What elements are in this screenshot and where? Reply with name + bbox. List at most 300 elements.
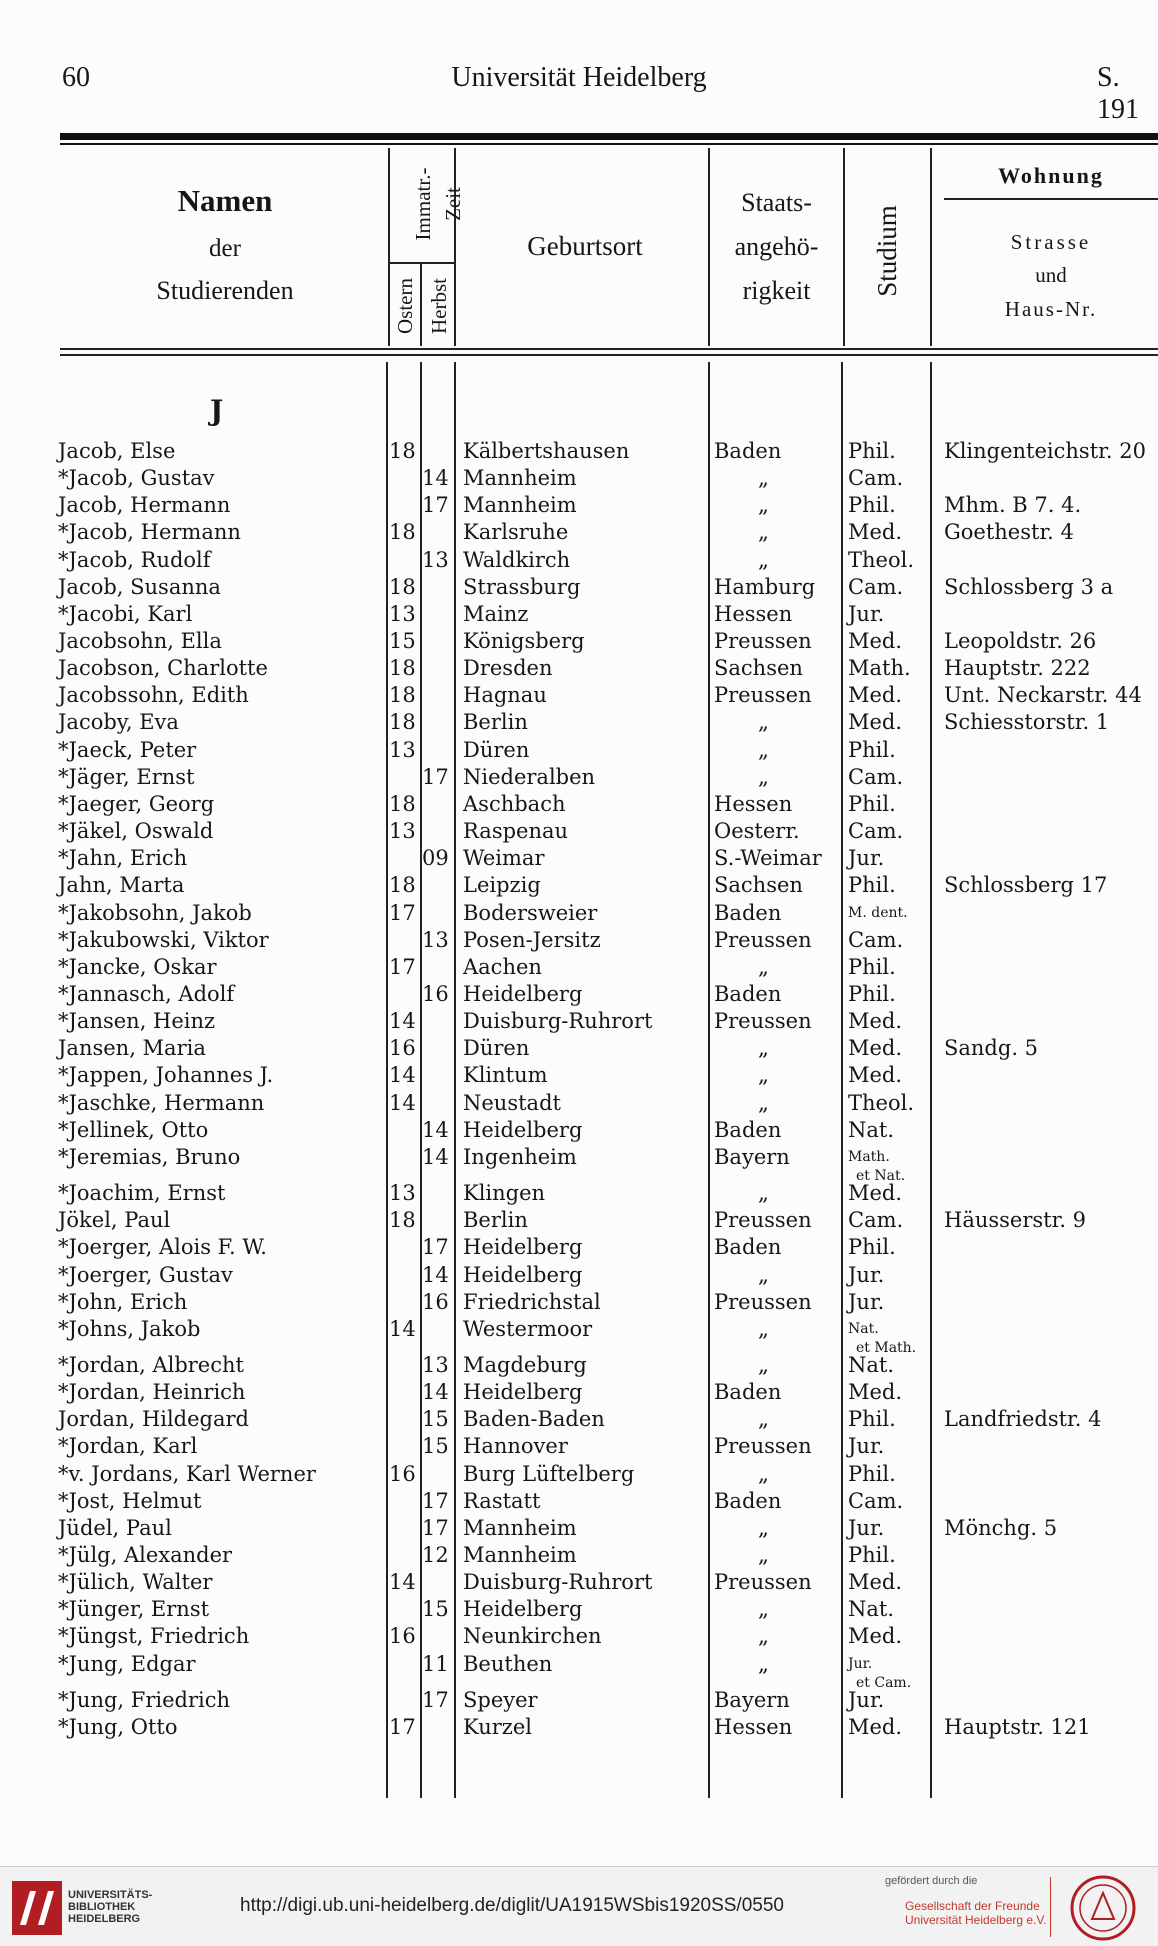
table-row [0, 1180, 1158, 1207]
student-name: *Jung, Otto [58, 1715, 178, 1739]
immatr-ostern: 13 [389, 1181, 416, 1205]
nationality: Bayern [714, 1688, 790, 1712]
header-staats2: angehö- [734, 232, 819, 261]
immatr-herbst: 14 [422, 1380, 449, 1404]
student-name: *Jung, Edgar [58, 1652, 196, 1676]
field-of-study: M. dent. [848, 905, 908, 921]
field-of-study: Phil. [848, 738, 896, 762]
nationality: Bayern [714, 1145, 790, 1169]
field-of-study: Phil. [848, 955, 896, 979]
field-of-study: Med. [848, 520, 903, 544]
residence: Hauptstr. 121 [944, 1715, 1091, 1739]
residence: Schlossberg 17 [944, 873, 1108, 897]
immatr-ostern: 14 [389, 1091, 416, 1115]
immatr-herbst: 12 [422, 1543, 449, 1567]
nationality: Preussen [714, 928, 812, 952]
field-of-study: Nat. [848, 1321, 879, 1337]
table-row [0, 574, 1158, 601]
student-name: *Jäkel, Oswald [58, 819, 214, 843]
header-namen: Namen [177, 183, 273, 218]
nationality: Preussen [714, 1290, 812, 1314]
immatr-ostern: 18 [389, 710, 416, 734]
table-row [0, 737, 1158, 764]
field-of-study: Cam. [848, 928, 904, 952]
field-of-study: Cam. [848, 466, 904, 490]
nationality: Preussen [714, 1570, 812, 1594]
running-header-right: S. 191 [1097, 62, 1139, 125]
birthplace: Duisburg-Ruhrort [463, 1570, 653, 1594]
birthplace: Speyer [463, 1688, 538, 1712]
student-name: Jacobson, Charlotte [58, 656, 268, 680]
student-name: *Jancke, Oskar [58, 955, 217, 979]
table-row [0, 1515, 1158, 1542]
footer-divider-vertical [1050, 1877, 1051, 1937]
residence: Goethestr. 4 [944, 520, 1074, 544]
col-divider [843, 148, 845, 346]
nationality: Preussen [714, 1208, 812, 1232]
header-hausnr: Haus-Nr. [1004, 297, 1098, 321]
table-row [0, 1117, 1158, 1144]
immatr-herbst: 16 [422, 982, 449, 1006]
nationality: „ [758, 1317, 769, 1341]
field-of-study: Phil. [848, 1543, 896, 1567]
residence: Leopoldstr. 26 [944, 629, 1097, 653]
table-row [0, 628, 1158, 655]
table-row [0, 1062, 1158, 1089]
student-name: Jüdel, Paul [58, 1516, 172, 1540]
table-row [0, 1035, 1158, 1062]
table-row [0, 438, 1158, 465]
field-of-study: Med. [848, 1063, 903, 1087]
nationality: „ [758, 1091, 769, 1115]
table-row [0, 465, 1158, 492]
table-row [0, 1714, 1158, 1741]
birthplace: Burg Lüftelberg [463, 1462, 635, 1486]
table-row [0, 519, 1158, 546]
student-name: *Jülg, Alexander [58, 1543, 233, 1567]
library-logo-icon [12, 1881, 62, 1935]
birthplace: Mannheim [463, 1516, 577, 1540]
birthplace: Rastatt [463, 1489, 541, 1513]
birthplace: Waldkirch [463, 548, 571, 572]
field-of-study: Jur. [848, 1434, 885, 1458]
table-row [0, 1090, 1158, 1117]
residence: Mönchg. 5 [944, 1516, 1058, 1540]
field-of-study: Med. [848, 1181, 903, 1205]
student-name: *John, Erich [58, 1290, 188, 1314]
field-of-study: Med. [848, 1715, 903, 1739]
table-row [0, 1289, 1158, 1316]
birthplace: Dresden [463, 656, 553, 680]
immatr-herbst: 14 [422, 1263, 449, 1287]
field-of-study: Jur. [848, 1688, 885, 1712]
field-of-study: Jur. [848, 846, 885, 870]
birthplace: Klintum [463, 1063, 548, 1087]
header-bottom-rule [60, 354, 1158, 356]
birthplace: Mainz [463, 602, 529, 626]
field-of-study: Math. [848, 1149, 890, 1165]
nationality: „ [758, 710, 769, 734]
field-of-study: Phil. [848, 873, 896, 897]
nationality: „ [758, 1063, 769, 1087]
field-of-study: Med. [848, 1009, 903, 1033]
student-name: *Jost, Helmut [58, 1489, 202, 1513]
birthplace: Heidelberg [463, 1597, 583, 1621]
immatr-herbst: 17 [422, 1235, 449, 1259]
field-of-study: Phil. [848, 1407, 896, 1431]
birthplace: Düren [463, 738, 530, 762]
society-name-line: Universität Heidelberg e.V. [905, 1913, 1047, 1927]
society-name-line: Gesellschaft der Freunde [905, 1899, 1040, 1913]
table-row [0, 791, 1158, 818]
student-name: *Jacob, Hermann [58, 520, 241, 544]
birthplace: Duisburg-Ruhrort [463, 1009, 653, 1033]
student-name: *Jülich, Walter [58, 1570, 213, 1594]
nationality: Preussen [714, 629, 812, 653]
birthplace: Neunkirchen [463, 1624, 602, 1648]
residence: Klingenteichstr. 20 [944, 439, 1146, 463]
table-row [0, 1316, 1158, 1356]
student-name: *Jacob, Gustav [58, 466, 215, 490]
birthplace: Königsberg [463, 629, 585, 653]
birthplace: Magdeburg [463, 1353, 587, 1377]
header-studierenden: Studierenden [156, 276, 294, 305]
running-title: Universität Heidelberg [451, 62, 707, 93]
student-name: *Jordan, Heinrich [58, 1380, 246, 1404]
table-row [0, 818, 1158, 845]
birthplace: Heidelberg [463, 1380, 583, 1404]
birthplace: Beuthen [463, 1652, 553, 1676]
immatr-herbst: 13 [422, 1353, 449, 1377]
nationality: „ [758, 466, 769, 490]
table-row [0, 1144, 1158, 1184]
immatr-ostern: 13 [389, 602, 416, 626]
table-row [0, 764, 1158, 791]
table-row [0, 709, 1158, 736]
field-of-study: Med. [848, 710, 903, 734]
section-letter: J [210, 394, 224, 427]
field-of-study: Cam. [848, 575, 904, 599]
nationality: „ [758, 1407, 769, 1431]
immatr-herbst: 14 [422, 466, 449, 490]
immatr-herbst: 14 [422, 1118, 449, 1142]
field-of-study: Phil. [848, 1462, 896, 1486]
birthplace: Baden-Baden [463, 1407, 605, 1431]
field-of-study-continued: et Cam. [856, 1675, 912, 1691]
table-row [0, 1488, 1158, 1515]
table-row [0, 1569, 1158, 1596]
table-row [0, 1008, 1158, 1035]
immatr-herbst: 17 [422, 1489, 449, 1513]
student-name: *Jacobi, Karl [58, 602, 193, 626]
immatr-ostern: 17 [389, 901, 416, 925]
nationality: „ [758, 738, 769, 762]
field-of-study: Jur. [848, 1263, 885, 1287]
immatr-herbst: 14 [422, 1145, 449, 1169]
residence: Schlossberg 3 a [944, 575, 1114, 599]
immatr-ostern: 18 [389, 683, 416, 707]
immatr-herbst: 16 [422, 1290, 449, 1314]
immatr-subdivider [388, 262, 454, 264]
birthplace: Friedrichstal [463, 1290, 601, 1314]
immatr-herbst: 15 [422, 1434, 449, 1458]
header-rule-thick [60, 133, 1158, 140]
nationality: „ [758, 493, 769, 517]
source-url-link[interactable]: http://digi.ub.uni-heidelberg.de/diglit/UA1915WSbis1920SS/0550 [240, 1895, 784, 1916]
field-of-study: Phil. [848, 493, 896, 517]
immatr-ostern: 18 [389, 1208, 416, 1232]
birthplace: Mannheim [463, 466, 577, 490]
immatr-herbst: 15 [422, 1597, 449, 1621]
student-name: *Jappen, Johannes J. [58, 1063, 274, 1087]
field-of-study: Med. [848, 1624, 903, 1648]
table-row [0, 601, 1158, 628]
immatr-ostern: 14 [389, 1009, 416, 1033]
table-row [0, 900, 1158, 927]
student-name: *Jaeger, Georg [58, 792, 215, 816]
table-row [0, 1406, 1158, 1433]
library-name-line: UNIVERSITÄTS- [68, 1889, 153, 1901]
header-geburtsort: Geburtsort [527, 231, 643, 261]
field-of-study: Phil. [848, 982, 896, 1006]
header-staats3: rigkeit [742, 276, 811, 305]
header-studium: Studium [872, 205, 902, 297]
field-of-study: Cam. [848, 819, 904, 843]
page-header [0, 62, 1158, 125]
nationality: „ [758, 1597, 769, 1621]
field-of-study: Math. [848, 656, 911, 680]
table-row [0, 1596, 1158, 1623]
student-name: *Jakobsohn, Jakob [58, 901, 252, 925]
student-name: *Jung, Friedrich [58, 1688, 230, 1712]
table-row [0, 1352, 1158, 1379]
immatr-herbst: 09 [422, 846, 449, 870]
table-row [0, 1433, 1158, 1460]
header-und: und [1035, 263, 1067, 287]
header-staats1: Staats- [741, 188, 812, 217]
birthplace: Mannheim [463, 1543, 577, 1567]
immatr-ostern: 15 [389, 629, 416, 653]
table-row [0, 1379, 1158, 1406]
immatr-herbst: 17 [422, 493, 449, 517]
student-name: *Joachim, Ernst [58, 1181, 226, 1205]
nationality: Oesterr. [714, 819, 800, 843]
immatr-ostern: 18 [389, 520, 416, 544]
student-name: *Johns, Jakob [58, 1317, 201, 1341]
student-name: *Jaschke, Hermann [58, 1091, 265, 1115]
student-name: *Jäger, Ernst [58, 765, 195, 789]
student-name: *v. Jordans, Karl Werner [58, 1462, 316, 1486]
table-row [0, 1651, 1158, 1691]
residence: Landfriedstr. 4 [944, 1407, 1102, 1431]
nationality: Baden [714, 901, 782, 925]
immatr-ostern: 13 [389, 738, 416, 762]
student-name: Jacoby, Eva [58, 710, 179, 734]
library-name [68, 1889, 152, 1925]
birthplace: Kälbertshausen [463, 439, 630, 463]
birthplace: Posen-Jersitz [463, 928, 601, 952]
col-divider [388, 148, 390, 346]
table-row [0, 655, 1158, 682]
immatr-herbst: 15 [422, 1407, 449, 1431]
birthplace: Heidelberg [463, 1118, 583, 1142]
nationality: „ [758, 1263, 769, 1287]
table-row [0, 1687, 1158, 1714]
table-row [0, 954, 1158, 981]
birthplace: Heidelberg [463, 1235, 583, 1259]
field-of-study: Cam. [848, 1208, 904, 1232]
table-row [0, 1207, 1158, 1234]
header-herbst: Herbst [427, 278, 451, 334]
field-of-study: Cam. [848, 765, 904, 789]
student-name: Jökel, Paul [58, 1208, 171, 1232]
birthplace: Weimar [463, 846, 545, 870]
field-of-study: Phil. [848, 792, 896, 816]
birthplace: Niederalben [463, 765, 596, 789]
immatr-ostern: 17 [389, 955, 416, 979]
student-name: Jacob, Susanna [58, 575, 221, 599]
field-of-study: Jur. [848, 1290, 885, 1314]
table-row [0, 547, 1158, 574]
nationality: Hessen [714, 792, 793, 816]
immatr-ostern: 17 [389, 1715, 416, 1739]
nationality: „ [758, 1353, 769, 1377]
student-name: Jacobssohn, Edith [58, 683, 249, 707]
immatr-herbst: 17 [422, 1688, 449, 1712]
field-of-study: Jur. [848, 602, 885, 626]
birthplace: Heidelberg [463, 1263, 583, 1287]
immatr-ostern: 16 [389, 1036, 416, 1060]
immatr-herbst: 13 [422, 928, 449, 952]
nationality: Sachsen [714, 873, 803, 897]
student-name: *Jannasch, Adolf [58, 982, 235, 1006]
nationality: „ [758, 1181, 769, 1205]
immatr-herbst: 11 [422, 1652, 449, 1676]
field-of-study: Nat. [848, 1118, 895, 1142]
immatr-ostern: 16 [389, 1462, 416, 1486]
residence: Mhm. B 7. 4. [944, 493, 1082, 517]
table-row [0, 981, 1158, 1008]
nationality: „ [758, 765, 769, 789]
immatr-ostern: 18 [389, 792, 416, 816]
immatr-ostern: 13 [389, 819, 416, 843]
residence: Häusserstr. 9 [944, 1208, 1087, 1232]
library-name-line: BIBLIOTHEK [68, 1901, 136, 1913]
student-name: Jansen, Maria [58, 1036, 206, 1060]
nationality: „ [758, 955, 769, 979]
student-name: *Jansen, Heinz [58, 1009, 216, 1033]
residence: Schiesstorstr. 1 [944, 710, 1110, 734]
nationality: S.-Weimar [714, 846, 822, 870]
nationality: Baden [714, 1489, 782, 1513]
header-immatr: Immatr.- [411, 167, 435, 241]
student-name: *Jacob, Rudolf [58, 548, 211, 572]
student-name: *Joerger, Gustav [58, 1263, 233, 1287]
nationality: Baden [714, 1380, 782, 1404]
student-name: Jacob, Else [58, 439, 176, 463]
immatr-ostern: 18 [389, 873, 416, 897]
field-of-study: Med. [848, 1036, 903, 1060]
table-row [0, 1623, 1158, 1650]
birthplace: Ingenheim [463, 1145, 577, 1169]
birthplace: Bodersweier [463, 901, 598, 925]
birthplace: Aachen [463, 955, 542, 979]
birthplace: Mannheim [463, 493, 577, 517]
birthplace: Kurzel [463, 1715, 532, 1739]
nationality: Hessen [714, 1715, 793, 1739]
student-name: *Jaeck, Peter [58, 738, 197, 762]
table-row [0, 927, 1158, 954]
page-number: 60 [62, 62, 90, 93]
header-wohnung: Wohnung [998, 163, 1104, 188]
immatr-herbst: 17 [422, 1516, 449, 1540]
funded-by-text: gefördert durch die [885, 1875, 978, 1887]
nationality: Preussen [714, 1009, 812, 1033]
student-name: Jordan, Hildegard [58, 1407, 249, 1431]
nationality: Preussen [714, 683, 812, 707]
nationality: Baden [714, 1118, 782, 1142]
table-row [0, 845, 1158, 872]
university-seal-icon [1070, 1875, 1136, 1941]
header-ostern: Ostern [393, 278, 417, 334]
student-name: *Jahn, Erich [58, 846, 188, 870]
table-row [0, 492, 1158, 519]
field-of-study: Phil. [848, 439, 896, 463]
nationality: „ [758, 1516, 769, 1540]
society-name [905, 1899, 1047, 1927]
table-row [0, 1234, 1158, 1261]
table-row [0, 1461, 1158, 1488]
student-name: *Jeremias, Bruno [58, 1145, 241, 1169]
table-row [0, 682, 1158, 709]
header-rule-thin [60, 143, 1158, 145]
residence: Sandg. 5 [944, 1036, 1039, 1060]
header-der: der [209, 235, 241, 262]
field-of-study: Theol. [848, 1091, 914, 1115]
immatr-ostern: 18 [389, 575, 416, 599]
table-row [0, 1542, 1158, 1569]
student-name: *Jünger, Ernst [58, 1597, 210, 1621]
field-of-study: Med. [848, 629, 903, 653]
student-name: Jacobsohn, Ella [58, 629, 222, 653]
student-name: *Jordan, Karl [58, 1434, 198, 1458]
nationality: „ [758, 1543, 769, 1567]
table-row [0, 872, 1158, 899]
nationality: Preussen [714, 1434, 812, 1458]
student-name: *Jordan, Albrecht [58, 1353, 244, 1377]
nationality: „ [758, 1652, 769, 1676]
field-of-study-continued: et Math. [856, 1340, 917, 1356]
immatr-ostern: 14 [389, 1063, 416, 1087]
immatr-ostern: 14 [389, 1317, 416, 1341]
birthplace: Neustadt [463, 1091, 561, 1115]
field-of-study: Med. [848, 1570, 903, 1594]
field-of-study: Nat. [848, 1597, 895, 1621]
field-of-study: Phil. [848, 1235, 896, 1259]
immatr-ostern: 16 [389, 1624, 416, 1648]
header-zeit: Zeit [441, 187, 465, 221]
field-of-study: Cam. [848, 1489, 904, 1513]
nationality: Hessen [714, 602, 793, 626]
field-of-study: Nat. [848, 1353, 895, 1377]
birthplace: Aschbach [463, 792, 566, 816]
birthplace: Hannover [463, 1434, 568, 1458]
birthplace: Klingen [463, 1181, 546, 1205]
nationality: „ [758, 1462, 769, 1486]
nationality: „ [758, 520, 769, 544]
student-name: *Jellinek, Otto [58, 1118, 209, 1142]
table-row [0, 1262, 1158, 1289]
